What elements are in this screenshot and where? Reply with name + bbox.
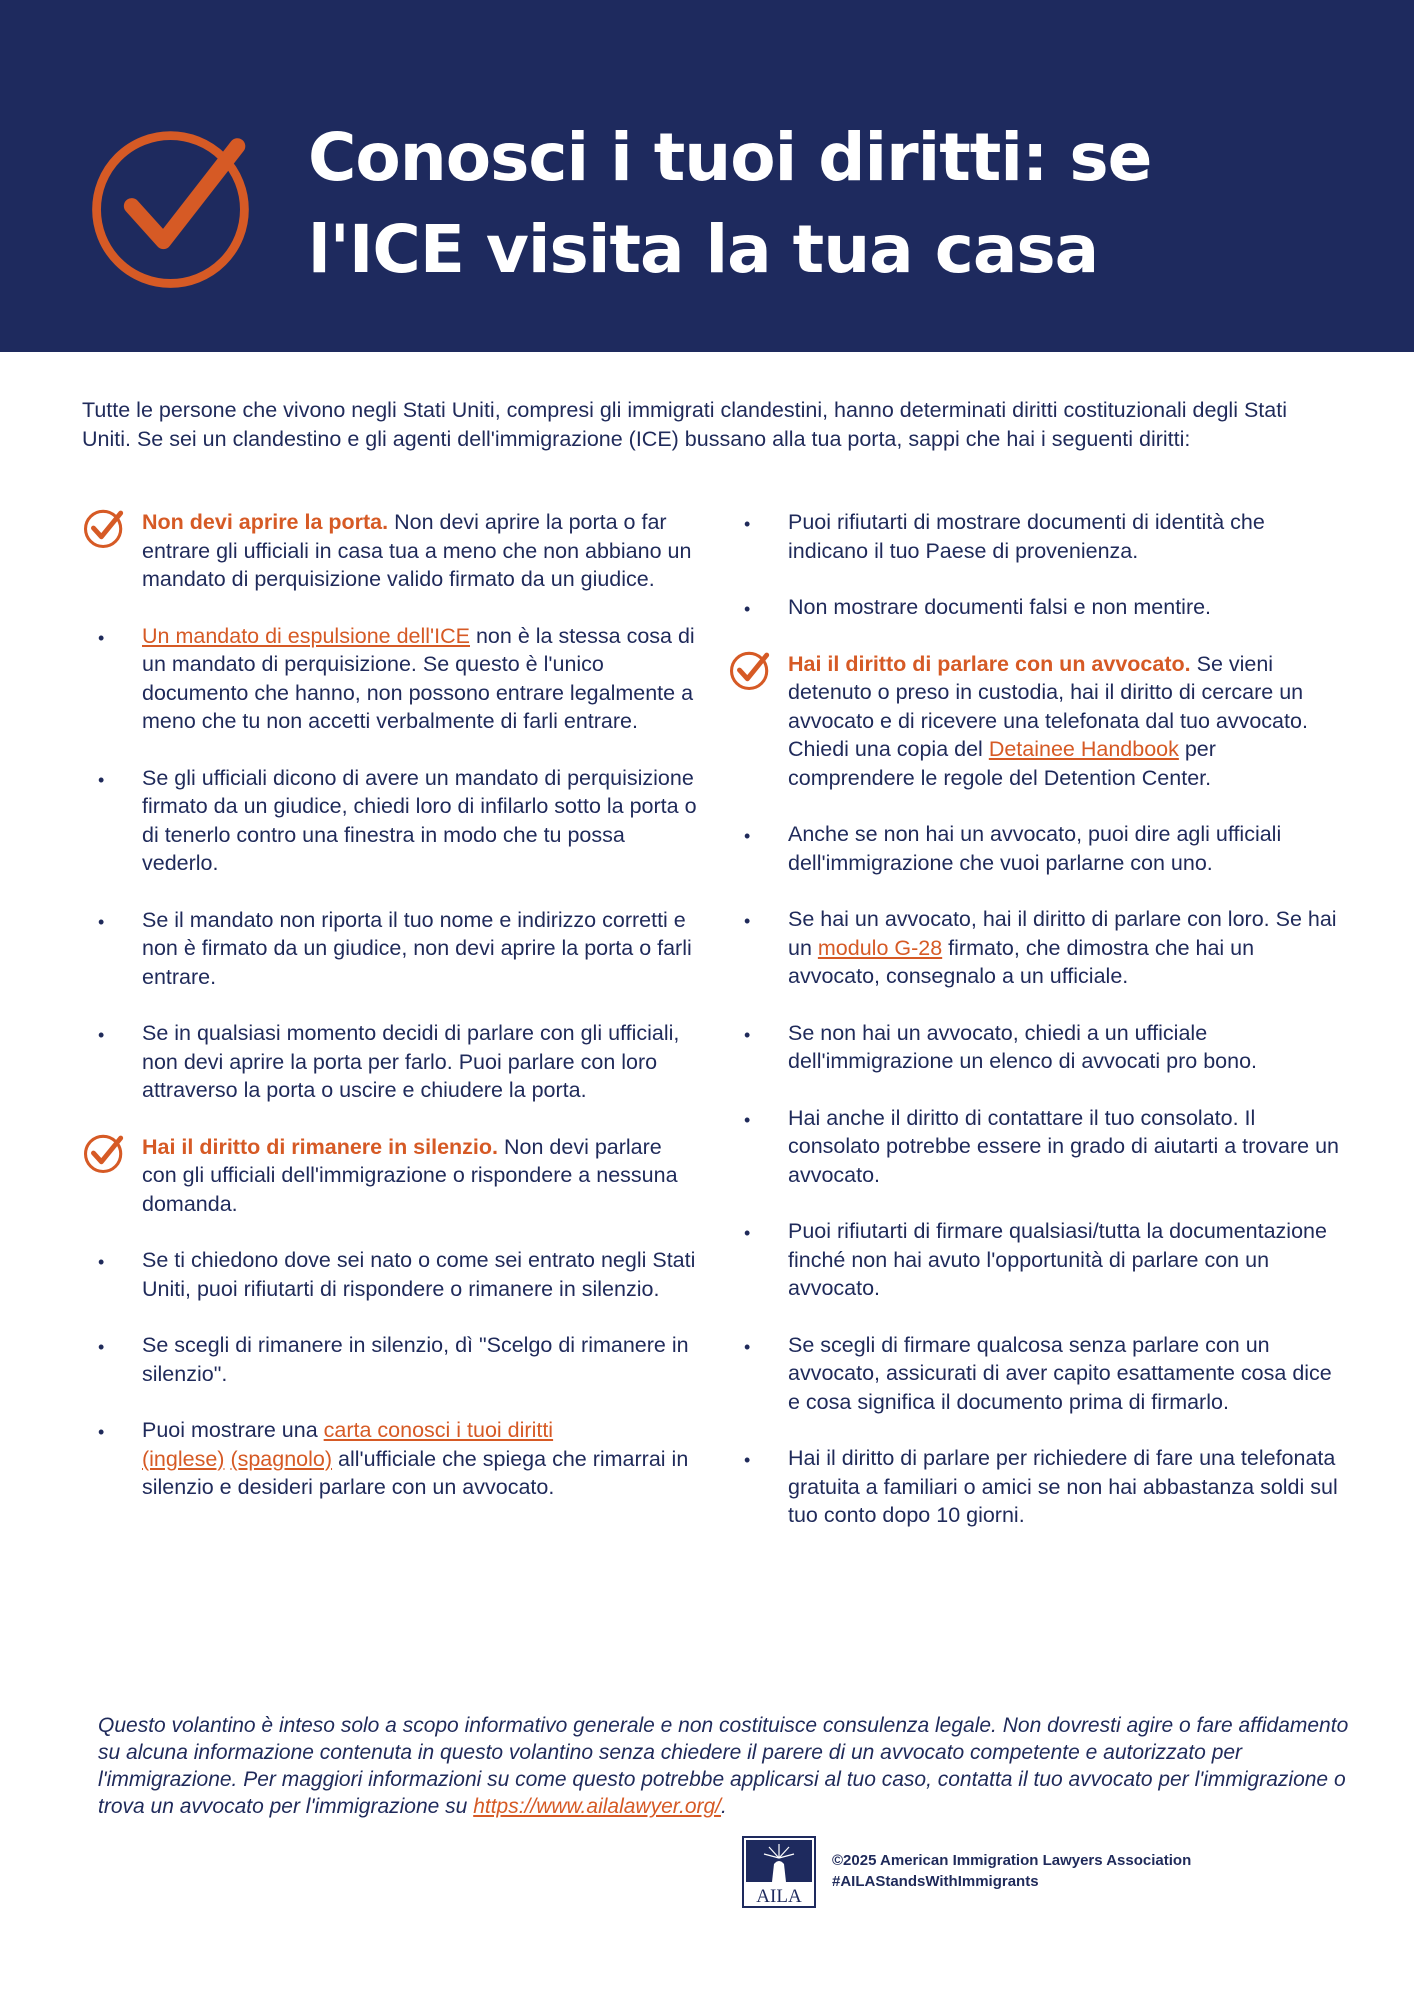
right-column: [728, 508, 1348, 1530]
check-circle-icon: [82, 1131, 126, 1175]
list-item: • Anche se non hai un avvocato, puoi dire agli ufficiali dell'immigrazione che vuoi parlarne con uno.: [744, 822, 1282, 875]
list-item: • Se hai un avvocato, hai il diritto di parlare con loro. Se hai un modulo G-28 firmato, che dimostra che hai un avvocato, consegnalo a un ufficiale.: [744, 907, 1337, 988]
list-item: • Hai anche il diritto di contattare il tuo consolato. Il consolato potrebbe essere in grado di aiutarti a trovare un avvocato.: [744, 1105, 1339, 1187]
list-item: • Non mostrare documenti falsi e non mentire.: [744, 595, 1212, 619]
right-section-silence: Hai il diritto di rimanere in silenzio. Non devi parlare con gli ufficiali dell'immigrazione o rispondere a nessuna domanda.: [82, 1133, 702, 1219]
removal-warrant-link[interactable]: Un mandato di espulsione dell'ICE: [142, 623, 470, 648]
list-item: • Se scegli di rimanere in silenzio, dì "Scelgo di rimanere in silenzio".: [98, 1333, 689, 1386]
detainee-handbook-link[interactable]: Detainee Handbook: [988, 737, 1179, 761]
list-item: • Se in qualsiasi momento decidi di parlare con gli ufficiali, non devi aprire la porta per farlo. Puoi parlare con loro attraverso la porta o uscire e chiudere la porta.: [98, 1021, 680, 1102]
svg-text:AILA: AILA: [756, 1886, 802, 1907]
check-circle-icon: [82, 506, 126, 550]
list-item: • Se ti chiedono dove sei nato o come sei entrato negli Stati Uniti, puoi rifiutarti di rispondere o rimanere in silenzio.: [98, 1248, 696, 1301]
list-item: • Un mandato di espulsione dell'ICE non è la stessa cosa di un mandato di perquisizione. Se questo è l'unico documento che hanno, non possono entrare legalmente a meno che tu non accetti verbalmente di farli entrare.: [98, 623, 695, 733]
brand-block: [742, 1836, 1342, 1910]
list-item: • Hai il diritto di parlare per richiedere di fare una telefonata gratuita a familiari o amici se non hai abbastanza soldi sul tuo conto dopo 10 giorni.: [744, 1446, 1338, 1527]
right-section-lawyer: Hai il diritto di parlare con un avvocato. Se vieni detenuto o preso in custodia, hai il diritto di cercare un avvocato e di ricevere una telefonata dal tuo avvocato. Chiedi una copia del Detainee Handbook per comprendere le regole del Detention Center.: [728, 650, 1348, 793]
right-section-door: Non devi aprire la porta. Non devi aprire la porta o far entrare gli ufficiali in casa tua a meno che non abbiano un mandato di perquisizione valido firmato da un giudice.: [82, 508, 702, 594]
header-banner: [0, 0, 1414, 352]
list-item: • Puoi rifiutarti di mostrare documenti di identità che indicano il tuo Paese di provenienza.: [744, 510, 1265, 563]
aila-logo: [742, 1836, 816, 1908]
left-column: [82, 508, 702, 1502]
ailalawyer-link[interactable]: https://www.ailalawyer.org/: [473, 1795, 722, 1818]
check-circle-icon: [728, 648, 772, 692]
check-circle-icon: [86, 118, 262, 294]
list-item: • Se scegli di firmare qualcosa senza parlare con un avvocato, assicurati di aver capito esattamente cosa dice e cosa significa il documento prima di firmarlo.: [744, 1332, 1332, 1414]
list-item: • Se non hai un avvocato, chiedi a un ufficiale dell'immigrazione un elenco di avvocati pro bono.: [744, 1020, 1258, 1073]
g28-form-link[interactable]: modulo G-28: [817, 935, 943, 960]
english-link[interactable]: (inglese): [142, 1446, 225, 1471]
disclaimer: Questo volantino è inteso solo a scopo informativo generale e non costituisce consulenza legale. Non dovresti agire o fare affidamento su alcuna informazione contenuta in questo volantino senza chiedere il parere di un avvocato competente e autorizzato per l'immigrazione. Per maggiori informazioni su come questo potrebbe applicarsi al tuo caso, contatta il tuo avvocato per l'immigrazione o trova un avvocato per l'immigrazione su https://www.ailalawyer.org/.: [98, 1714, 1349, 1818]
list-item: • Puoi mostrare una carta conosci i tuoi diritti (inglese) (spagnolo) all'ufficiale che spiega che rimarrai in silenzio e desideri parlare con un avvocato.: [98, 1418, 689, 1499]
rights-card-link[interactable]: carta conosci i tuoi diritti: [323, 1418, 554, 1442]
list-item: • Puoi rifiutarti di firmare qualsiasi/tutta la documentazione finché non hai avuto l'opportunità di parlare con un avvocato.: [744, 1219, 1327, 1300]
spanish-link[interactable]: (spagnolo): [230, 1446, 333, 1471]
list-item: • Se gli ufficiali dicono di avere un mandato di perquisizione firmato da un giudice, chiedi loro di infilarlo sotto la porta o di tenerlo contro una finestra in modo che tu possa vederlo.: [98, 765, 697, 875]
intro-paragraph: Tutte le persone che vivono negli Stati Uniti, compresi gli immigrati clandestini, hanno determinati diritti costituzionali degli Stati Uniti. Se sei un clandestino e gli agenti dell'immigrazione (ICE) bussano alla tua porta, sappi che hai i seguenti diritti:: [82, 398, 1287, 451]
list-item: • Se il mandato non riporta il tuo nome e indirizzo corretti e non è firmato da un giudice, non devi aprire la porta o farli entrare.: [98, 907, 692, 989]
page-title: Conosci i tuoi diritti: se l'ICE visita la tua casa: [308, 119, 1152, 288]
brand-text: ©2025 American Immigration Lawyers Association #AILAStandsWithImmigrants: [832, 1852, 1192, 1890]
